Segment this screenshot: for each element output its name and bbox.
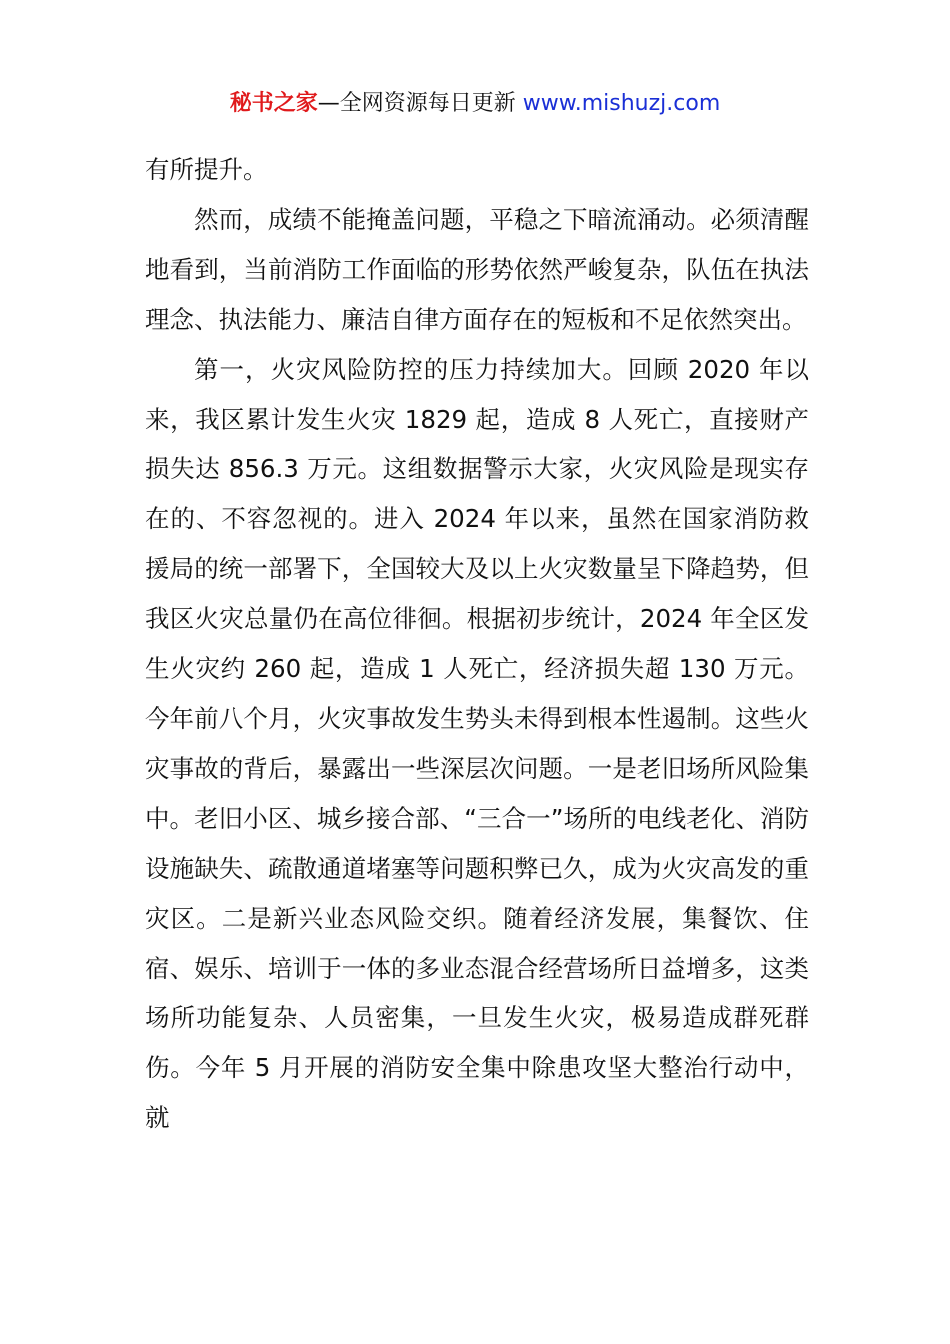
paragraph-however: 然而，成绩不能掩盖问题，平稳之下暗流涌动。必须清醒地看到，当前消防工作面临的形势依然严峻复杂，队伍在执法理念、执法能力、廉洁自律方面存在的短板和不足依然突出。 [145, 204, 809, 334]
site-url-link[interactable]: www.mishuzj.com [522, 91, 721, 116]
site-header [0, 88, 950, 120]
paragraph-first-point: 第一，火灾风险防控的压力持续加大。回顾 2020 年以来，我区累计发生火灾 1829 起，造成 8 人死亡，直接财产损失达 856.3 万元。这组数据警示大家，火灾风险是现实存在的、不容忽视的。进入 2024 年以来，虽然在国家消防救援局的统一部署下，全国较大及以上火灾数量呈下降趋势，但我区火灾总量仍在高位徘徊。根据初步统计，2024 年全区发生火灾约 260 起，造成 1 人死亡，经济损失超 130 万元。今年前八个月，火灾事故发生势头未得到根本性遏制。这些火灾事故的背后，暴露出一些深层次问题。一是老旧场所风险集中。老旧小区、城乡接合部、“三合一”场所的电线老化、消防设施缺失、疏散通道堵塞等问题积弊已久，成为火灾高发的重灾区。二是新兴业态风险交织。随着经济发展，集餐饮、住宿、娱乐、培训于一体的多业态混合经营场所日益增多，这类场所功能复杂、人员密集，一旦发生火灾，极易造成群死群伤。今年 5 月开展的消防安全集中除患攻坚大整治行动中，就 [145, 354, 809, 1133]
paragraph-continuation: 有所提升。 [145, 155, 268, 184]
brand-name: 秘书之家 [229, 91, 318, 116]
document-body [145, 145, 809, 1143]
header-tagline: —全网资源每日更新 [317, 91, 523, 116]
